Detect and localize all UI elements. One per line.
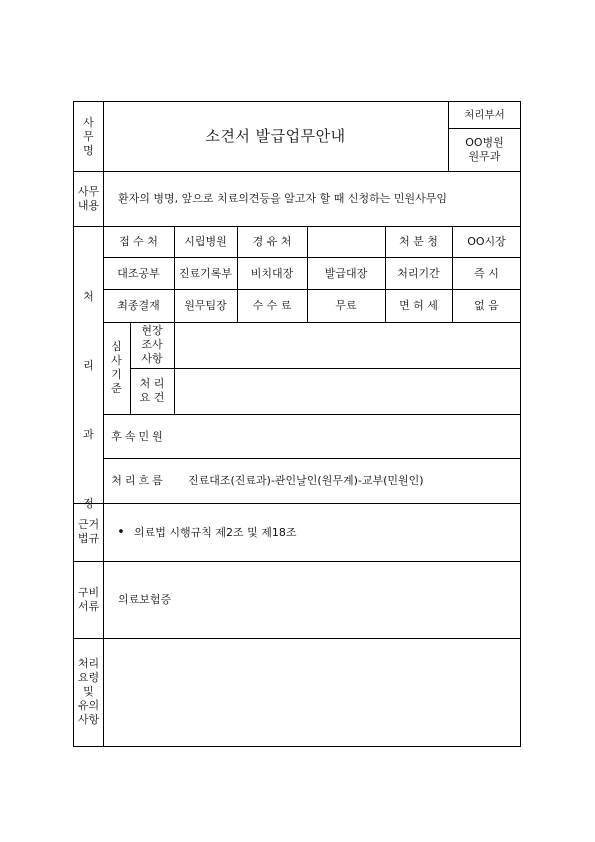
grid-cell: 시립병원 <box>184 235 227 248</box>
description-label-line: 사무 <box>77 184 100 198</box>
divider <box>74 561 520 562</box>
notes-label-line: 및 <box>83 685 94 698</box>
followup-value <box>178 414 518 458</box>
documents-text: 의료보험증 <box>118 593 172 606</box>
site-survey-label <box>130 322 174 368</box>
review-label-char: 심 <box>111 340 122 353</box>
divider <box>174 322 175 414</box>
grid-cell: 진료기록부 <box>178 266 233 280</box>
notes-text <box>118 638 514 746</box>
review-criteria-label <box>103 322 130 414</box>
divider <box>448 128 521 129</box>
legal-basis-text: 의료법 시행규칙 제2조 및 제18조 <box>134 525 297 539</box>
grid-cell: 없 음 <box>474 299 499 312</box>
page-title: 소견서 발급업무안내 <box>205 127 346 145</box>
process-label-char: 과 <box>83 428 94 442</box>
legal-basis-label-line: 법규 <box>77 532 100 545</box>
description-label-line: 내용 <box>77 198 100 212</box>
grid-cell: 발급대장 <box>324 266 368 280</box>
divider <box>74 503 520 504</box>
header-label-char: 무 <box>83 129 94 143</box>
requirements-line: 요 건 <box>139 391 165 404</box>
requirements-line: 처 리 <box>139 377 165 390</box>
grid-cell: 접 수 처 <box>119 235 158 248</box>
header-label <box>74 102 103 171</box>
grid-cell: 대조공부 <box>117 266 160 280</box>
description-label <box>74 171 103 226</box>
divider <box>174 226 175 322</box>
process-label-char: 정 <box>83 497 94 511</box>
divider <box>452 226 453 322</box>
divider <box>74 226 520 227</box>
dept-value-line: 원무과 <box>468 149 501 163</box>
review-label-char: 준 <box>111 382 122 395</box>
divider <box>103 289 520 290</box>
dept-value-line: OO병원 <box>465 135 504 149</box>
divider <box>385 226 386 322</box>
site-survey-line: 현장 <box>141 324 163 337</box>
flow-value: 진료대조(진료과)-관인날인(원무계)-교부(민원인) <box>188 474 424 487</box>
followup-label: 후속민원 <box>111 429 166 443</box>
divider <box>130 322 131 414</box>
grid-cell: 처 분 청 <box>399 235 438 248</box>
divider <box>103 414 520 415</box>
dept-label: 처리부서 <box>464 108 505 121</box>
notes-label <box>74 638 103 746</box>
requirements-label <box>130 368 174 414</box>
grid-cell: 처리기간 <box>397 266 440 280</box>
notes-label-line: 요령 <box>77 671 100 684</box>
divider <box>103 257 520 258</box>
documents-label <box>74 561 103 638</box>
site-survey-value <box>178 322 518 368</box>
review-label-char: 사 <box>111 354 122 367</box>
grid-cell: 즉 시 <box>474 266 499 280</box>
process-label-char: 리 <box>83 358 94 372</box>
divider <box>74 638 520 639</box>
review-label-char: 기 <box>111 368 122 381</box>
header-label-char: 사 <box>83 115 94 129</box>
form-table <box>73 101 521 747</box>
grid-cell: 비치대장 <box>250 266 294 280</box>
flow-label: 처리흐름 <box>111 474 166 487</box>
divider <box>237 226 238 322</box>
divider <box>103 322 520 323</box>
divider <box>448 102 449 171</box>
grid-cell <box>307 226 385 257</box>
dept-value <box>448 128 521 171</box>
divider <box>103 102 104 746</box>
grid-cell: 최종결재 <box>117 299 160 312</box>
grid-cell: OO시장 <box>467 235 506 248</box>
process-label-char: 처 <box>83 289 94 303</box>
description-text: 환자의 병명, 앞으로 치료의견등을 알고자 할 때 신청하는 민원사무임 <box>118 192 447 205</box>
site-survey-line: 조사 <box>141 338 163 351</box>
documents-label-line: 서류 <box>77 599 100 613</box>
header-label-char: 명 <box>83 143 94 157</box>
site-survey-line: 사항 <box>141 352 163 365</box>
requirements-value <box>178 368 518 414</box>
notes-label-line: 사항 <box>77 713 100 726</box>
divider <box>307 226 308 322</box>
grid-cell: 면 허 세 <box>399 299 438 312</box>
grid-cell: 무료 <box>335 299 357 312</box>
documents-label-line: 구비 <box>77 585 100 599</box>
notes-label-line: 처리 <box>77 657 100 670</box>
grid-cell: 원무팀장 <box>184 299 227 312</box>
legal-basis-label-line: 근거 <box>77 518 100 531</box>
legal-basis-label <box>74 503 103 561</box>
legal-basis-bullet: • <box>117 524 125 540</box>
notes-label-line: 유의 <box>77 699 100 712</box>
divider <box>130 368 520 369</box>
grid-cell: 수 수 료 <box>252 299 292 312</box>
divider <box>103 458 520 459</box>
grid-cell: 경 유 처 <box>252 235 292 248</box>
divider <box>74 171 520 172</box>
